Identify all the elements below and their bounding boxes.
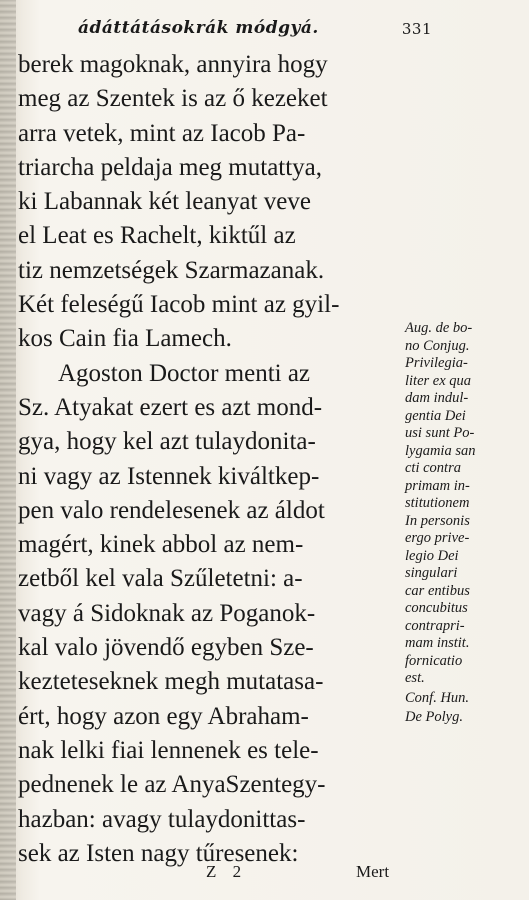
signature-mark: Z 2 xyxy=(206,862,248,881)
page-number: 331 xyxy=(401,20,432,38)
marginal-note xyxy=(405,320,523,727)
margin-note-line: gentia Dei xyxy=(405,407,466,424)
text-line: Sz. Atyakat ezert es azt mond- xyxy=(18,393,323,421)
main-text-block xyxy=(18,48,406,871)
page-footer xyxy=(0,862,529,886)
margin-note-line: lygamia san xyxy=(405,442,476,459)
text-line: pednenek le az AnyaSzentegy- xyxy=(18,771,326,799)
margin-note-line: contrapri- xyxy=(405,617,465,634)
margin-reference: De Polyg. xyxy=(405,709,463,725)
catchword: Mert xyxy=(356,862,390,881)
text-line: ki Labannak két leanyat veve xyxy=(18,188,311,216)
running-title: ádáttátásokrák módgyá. xyxy=(78,18,319,38)
margin-note-line: singulari xyxy=(405,565,458,581)
margin-note-line: dam indul- xyxy=(405,390,469,406)
text-line: Két feleségű Iacob mint az gyil- xyxy=(18,291,340,319)
text-line: kezteteseknek megh mutatasa- xyxy=(18,668,324,696)
text-line: berek magoknak, annyira hogy xyxy=(18,51,328,78)
text-line: kos Cain fia Lamech. xyxy=(18,325,232,353)
margin-note-line: In personis xyxy=(405,512,470,529)
text-line: hazban: avagy tulaydonittas- xyxy=(18,805,306,833)
paragraph-start-line: Agoston Doctor menti az xyxy=(58,359,311,387)
text-line: meg az Szentek is az ő kezeket xyxy=(18,85,328,113)
margin-note-line: liter ex qua xyxy=(405,372,472,389)
text-line: el Leat es Rachelt, kiktűl az xyxy=(18,222,296,250)
margin-note-line: stitutionem xyxy=(405,495,470,511)
text-line: nak lelki fiai lennenek es tele- xyxy=(18,736,319,764)
text-line: sek az Isten nagy tűresenek: xyxy=(18,839,299,867)
margin-note-line: Privilegia- xyxy=(405,355,468,371)
text-line: magért, kinek abbol az nem- xyxy=(18,531,304,559)
margin-note-line: primam in- xyxy=(405,477,470,494)
margin-note-line: cti contra xyxy=(405,460,461,476)
margin-note-line: est. xyxy=(405,670,425,686)
text-line: zetből kel vala Szűletetni: a- xyxy=(18,565,303,593)
text-line: ért, hogy azon egy Abraham- xyxy=(18,702,309,730)
margin-note-line: legio Dei xyxy=(405,547,459,564)
text-line: gya, hogy kel azt tulaydonita- xyxy=(18,428,316,456)
text-line: vagy á Sidoknak az Poganok- xyxy=(18,599,316,627)
text-line: pen valo rendelesenek az áldot xyxy=(18,496,325,524)
margin-note-line: concubitus xyxy=(405,600,468,616)
margin-note-line: mam instit. xyxy=(405,635,470,651)
text-line: tiz nemzetségek Szarmazanak. xyxy=(18,256,325,284)
running-header xyxy=(78,18,432,38)
margin-note-line: fornicatio xyxy=(405,652,463,669)
margin-note-line: usi sunt Po- xyxy=(405,425,475,441)
page-gutter-shadow xyxy=(0,0,16,900)
text-line: triarcha peldaja meg mutattya, xyxy=(18,153,323,181)
text-line: arra vetek, mint az Iacob Pa- xyxy=(18,119,306,147)
margin-note-line: ergo prive- xyxy=(405,530,470,546)
margin-note-line: Aug. de bo- xyxy=(405,320,473,336)
margin-note-line: car entibus xyxy=(405,582,470,599)
margin-note-line: no Conjug. xyxy=(405,337,470,354)
text-line: ni vagy az Istennek kiváltkep- xyxy=(18,462,320,490)
text-line: kal valo jövendő egyben Sze- xyxy=(18,634,314,662)
margin-reference: Conf. Hun. xyxy=(405,689,470,706)
